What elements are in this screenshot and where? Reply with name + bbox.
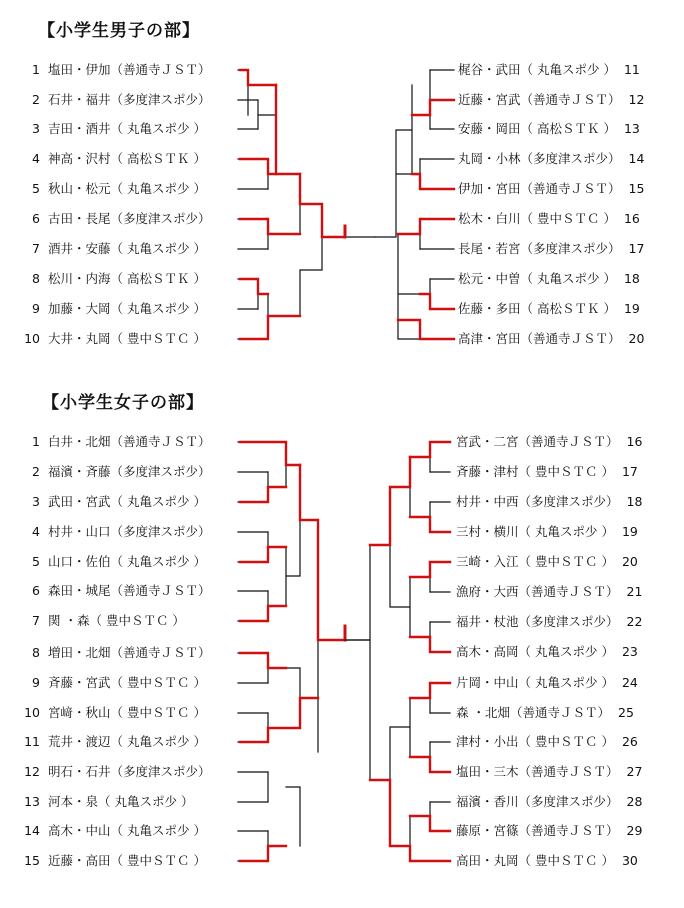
entry-names: 近藤・高田 xyxy=(48,853,111,868)
entry-number: 17 xyxy=(628,241,645,256)
entry-names: 佐藤・多田 xyxy=(458,301,521,316)
entry-club: （ 豊中ＳＴＣ ） xyxy=(110,705,206,720)
entry-club: （善通寺ＪＳＴ） xyxy=(518,584,619,599)
entry-club: （ 丸亀スポ少 ） xyxy=(520,62,616,77)
entry-number: 10 xyxy=(24,705,40,720)
entry-number: 18 xyxy=(623,271,640,286)
entry-names: 三崎・入江 xyxy=(456,554,519,569)
entry-names: 松川・内海 xyxy=(48,271,111,286)
entry-club: （善通寺ＪＳＴ） xyxy=(520,181,621,196)
entry-club: （ 丸亀スポ少 ） xyxy=(110,823,206,838)
entry-club: （ 丸亀スポ少 ） xyxy=(518,524,614,539)
entry-names: 長尾・若宮 xyxy=(458,241,521,256)
entry-club: （ 豊中ＳＴＣ ） xyxy=(518,464,614,479)
entry-club: （善通寺ＪＳＴ） xyxy=(110,645,211,660)
entry-club: （ 豊中ＳＴＣ ） xyxy=(110,853,206,868)
entry-number: 5 xyxy=(32,554,40,569)
entry-names: 山口・佐伯 xyxy=(48,554,111,569)
entry-club: （ 豊中ＳＴＣ ） xyxy=(518,554,614,569)
entry-names: 安藤・岡田 xyxy=(458,121,521,136)
entry-names: 加藤・大岡 xyxy=(48,301,111,316)
entry-names: 塩田・三木 xyxy=(456,764,519,779)
entry-number: 20 xyxy=(628,331,645,346)
entry-names: 大井・丸岡 xyxy=(48,331,111,346)
entry-names: 高田・丸岡 xyxy=(456,853,519,868)
boys-section-title: 【小学生男子の部】 xyxy=(38,21,200,41)
entry-number: 4 xyxy=(32,151,40,166)
entry-club: （ 高松ＳＴＫ ） xyxy=(110,271,206,286)
entry-number: 29 xyxy=(626,823,643,838)
entry-club: （多度津スポ少） xyxy=(520,151,621,166)
entry-number: 20 xyxy=(621,554,638,569)
entry-names: 秋山・松元 xyxy=(48,181,111,196)
entry-names: 福井・杖池 xyxy=(456,614,519,629)
entry-number: 6 xyxy=(32,583,40,598)
entry-club: （ 丸亀スポ少 ） xyxy=(110,241,206,256)
entry-number: 2 xyxy=(32,464,40,479)
entry-club: （ 豊中ＳＴＣ ） xyxy=(520,211,616,226)
entry-number: 2 xyxy=(32,92,40,107)
entry-names: 神高・沢村 xyxy=(48,151,111,166)
entry-number: 15 xyxy=(24,853,40,868)
entry-names: 白井・北畑 xyxy=(48,434,111,449)
entry-number: 5 xyxy=(32,181,40,196)
entry-names: 高津・宮田 xyxy=(458,331,521,346)
entry-club: （ 豊中ＳＴＣ ） xyxy=(518,734,614,749)
entry-club: （ 高松ＳＴＫ ） xyxy=(520,301,616,316)
entry-club: （多度津スポ少） xyxy=(110,211,211,226)
entry-number: 14 xyxy=(24,823,40,838)
entry-names: 荒井・渡辺 xyxy=(48,734,111,749)
entry-names: 明石・石井 xyxy=(48,764,111,779)
entry-names: 丸岡・小林 xyxy=(458,151,521,166)
entry-club: （ 丸亀スポ少 ） xyxy=(98,794,194,809)
entry-number: 23 xyxy=(621,644,638,659)
entry-names: 松元・中曽 xyxy=(458,271,521,286)
entry-number: 10 xyxy=(24,331,40,346)
entry-names: 斉藤・宮武 xyxy=(48,675,111,690)
entry-club: （ 豊中ＳＴＣ ） xyxy=(518,853,614,868)
entry-number: 16 xyxy=(623,211,640,226)
entry-names: 福濱・香川 xyxy=(456,794,519,809)
girls-section-title: 【小学生女子の部】 xyxy=(42,393,204,413)
entry-names: 増田・北畑 xyxy=(48,645,111,660)
entry-number: 3 xyxy=(32,121,40,136)
girls-bracket xyxy=(238,442,450,861)
boys-bracket xyxy=(238,70,454,339)
entry-number: 1 xyxy=(32,62,40,77)
entry-names: 森 ・北畑 xyxy=(456,705,510,720)
entry-club: （ 丸亀スポ少 ） xyxy=(110,121,206,136)
entry-names: 松木・白川 xyxy=(458,211,521,226)
entry-number: 3 xyxy=(32,494,40,509)
entry-names: 酒井・安藤 xyxy=(48,241,111,256)
entry-club: （ 豊中ＳＴＣ ） xyxy=(110,675,206,690)
entry-number: 30 xyxy=(621,853,638,868)
entry-names: 宮武・二宮 xyxy=(456,434,519,449)
entry-number: 21 xyxy=(626,584,643,599)
entry-club: （多度津スポ少） xyxy=(520,241,621,256)
entry-club: （多度津スポ少） xyxy=(518,614,619,629)
entry-number: 13 xyxy=(24,794,40,809)
entry-names: 高木・中山 xyxy=(48,823,111,838)
entry-club: （善通寺ＪＳＴ） xyxy=(518,434,619,449)
entry-names: 伊加・宮田 xyxy=(458,181,521,196)
entry-club: （ 丸亀スポ少 ） xyxy=(110,494,206,509)
entry-names: 森田・城尾 xyxy=(48,583,111,598)
entry-number: 26 xyxy=(621,734,638,749)
entry-club: （善通寺ＪＳＴ） xyxy=(110,62,211,77)
entry-club: （多度津スポ少） xyxy=(110,464,211,479)
entry-number: 8 xyxy=(32,271,40,286)
entry-number: 7 xyxy=(32,613,40,628)
entry-club: （ 丸亀スポ少 ） xyxy=(518,644,614,659)
entry-club: （多度津スポ少） xyxy=(518,494,619,509)
entry-number: 12 xyxy=(628,92,645,107)
entry-names: 藤原・宮篠 xyxy=(456,823,519,838)
entry-number: 12 xyxy=(24,764,40,779)
entry-club: （多度津スポ少） xyxy=(110,764,211,779)
entry-number: 9 xyxy=(32,301,40,316)
entry-club: （ 高松ＳＴＫ ） xyxy=(520,121,616,136)
entry-names: 漁府・大西 xyxy=(456,584,519,599)
entry-names: 武田・宮武 xyxy=(48,494,111,509)
entry-number: 18 xyxy=(626,494,643,509)
entry-club: （善通寺ＪＳＴ） xyxy=(520,331,621,346)
entry-number: 25 xyxy=(618,705,634,720)
entry-number: 9 xyxy=(32,675,40,690)
entry-number: 17 xyxy=(621,464,638,479)
entry-names: 高木・高岡 xyxy=(456,644,519,659)
entry-number: 6 xyxy=(32,211,40,226)
entry-names: 斉藤・津村 xyxy=(456,464,519,479)
entry-number: 19 xyxy=(623,301,640,316)
entry-number: 14 xyxy=(628,151,645,166)
entry-club: （善通寺ＪＳＴ） xyxy=(110,583,211,598)
entry-number: 8 xyxy=(32,645,40,660)
entry-names: 津村・小出 xyxy=(456,734,519,749)
entry-number: 15 xyxy=(628,181,645,196)
entry-club: （ 丸亀スポ少 ） xyxy=(518,675,614,690)
entry-number: 22 xyxy=(626,614,643,629)
entry-number: 13 xyxy=(623,121,640,136)
entry-number: 7 xyxy=(32,241,40,256)
entry-club: （善通寺ＪＳＴ） xyxy=(518,764,619,779)
entry-names: 塩田・伊加 xyxy=(48,62,111,77)
entry-club: （ 丸亀スポ少 ） xyxy=(110,554,206,569)
entry-names: 村井・山口 xyxy=(48,524,111,539)
entry-club: （多度津スポ少） xyxy=(518,794,619,809)
entry-club: （ 丸亀スポ少 ） xyxy=(110,181,206,196)
entry-number: 11 xyxy=(24,734,40,749)
entry-names: 宮﨑・秋山 xyxy=(48,705,111,720)
entry-club: （多度津スポ少） xyxy=(110,92,211,107)
entry-number: 19 xyxy=(621,524,638,539)
entry-number: 1 xyxy=(32,434,40,449)
entry-club: （多度津スポ少） xyxy=(110,524,211,539)
entry-number: 28 xyxy=(626,794,643,809)
entry-names: 三村・横川 xyxy=(456,524,519,539)
entry-names: 片岡・中山 xyxy=(456,675,519,690)
entry-names: 近藤・宮武 xyxy=(458,92,521,107)
entry-names: 関 ・森 xyxy=(48,613,90,628)
entry-names: 村井・中西 xyxy=(456,494,519,509)
entry-number: 27 xyxy=(626,764,643,779)
entry-club: （ 高松ＳＴＫ ） xyxy=(110,151,206,166)
entry-names: 福濱・斉藤 xyxy=(48,464,111,479)
entry-names: 河本・泉 xyxy=(48,794,99,809)
entry-names: 梶谷・武田 xyxy=(458,62,521,77)
entry-number: 4 xyxy=(32,524,40,539)
entry-club: （善通寺ＪＳＴ） xyxy=(110,434,211,449)
entry-club: （善通寺ＪＳＴ） xyxy=(518,823,619,838)
entry-club: （ 丸亀スポ少 ） xyxy=(520,271,616,286)
entry-number: 24 xyxy=(621,675,638,690)
entry-names: 石井・福井 xyxy=(48,92,111,107)
entry-club: （ 豊中ＳＴＣ ） xyxy=(110,331,206,346)
entry-names: 古田・長尾 xyxy=(48,211,111,226)
entry-club: （ 豊中ＳＴＣ ） xyxy=(89,613,185,628)
entry-club: （善通寺ＪＳＴ） xyxy=(509,705,610,720)
entry-number: 11 xyxy=(623,62,640,77)
entry-club: （ 丸亀スポ少 ） xyxy=(110,734,206,749)
entry-club: （善通寺ＪＳＴ） xyxy=(520,92,621,107)
entry-club: （ 丸亀スポ少 ） xyxy=(110,301,206,316)
entry-names: 吉田・酒井 xyxy=(48,121,111,136)
entry-number: 16 xyxy=(626,434,643,449)
